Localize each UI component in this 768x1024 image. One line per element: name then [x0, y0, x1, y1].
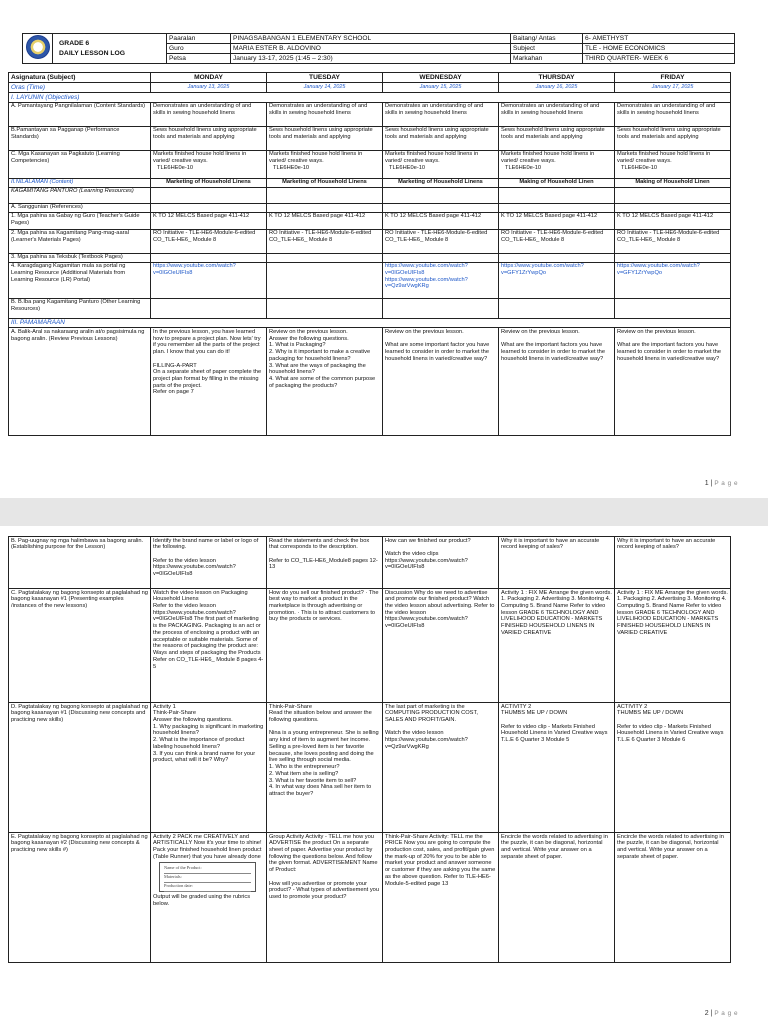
pack-activity-text: Activity 2 PACK me CREATIVELY and ARTISTICALLY Now it's your time to shine! Pack your finished household linen product (Table Runner) that you have already done	[153, 833, 262, 860]
learners-materials-cell: RO Initiative - TLE-HE6-Module-6-edited CO_TLE-HE6_ Module 8	[151, 229, 267, 253]
topic-wednesday: Marketing of Household Linens	[383, 178, 499, 187]
performance-standard-cell: Sews household linens using appropriate tools and materials and applying	[615, 126, 731, 150]
video-link[interactable]: https://www.youtube.com/watch?v=0lGOeUIFIs8	[151, 262, 267, 298]
topic-friday: Making of Household Linen	[615, 178, 731, 187]
competency-text: Markets finished house hold linens in varied/ creative ways.	[153, 151, 247, 165]
page-number-value: 1	[704, 480, 709, 487]
date-monday: January 13, 2025	[151, 83, 267, 93]
learners-materials-cell: RO Initiative - TLE-HE6-Module-6-edited CO_TLE-HE6_ Module 8	[499, 229, 615, 253]
subject-label: Asignatura (Subject)	[9, 73, 151, 83]
time-label: Oras (Time)	[9, 83, 151, 93]
teachers-guide-cell: K TO 12 MELCS Based page 411-412	[615, 212, 731, 229]
lesson-plan-table-continued	[8, 536, 731, 963]
review-cell-friday: Review on the previous lesson. What are the important factors you have learned to consider in order to market the household linens in varied/creative way?	[615, 328, 731, 436]
header-label: Baitang/ Antas	[511, 34, 583, 44]
header-label: Guro	[167, 44, 231, 54]
practice-cell-thursday: Encircle the words related to advertising in the puzzle, it can be diagonal, horizontal and vertical. Write your answer on a separate sheet of paper.	[499, 833, 615, 963]
performance-standard-cell: Sews household linens using appropriate tools and materials and applying	[267, 126, 383, 150]
page-number: 1 | P a g e	[704, 480, 738, 487]
performance-standard-cell: Sews household linens using appropriate tools and materials and applying	[383, 126, 499, 150]
topic-tuesday: Marketing of Household Linens	[267, 178, 383, 187]
discussion-cell-friday: ACTIVITY 2 THUMBS ME UP / DOWN Refer to video clip - Markets Finished Household Linens in Varied Creative ways T.L.E 6 Quarter 3 Module 6	[615, 703, 731, 833]
review-cell-tuesday: Review on the previous lesson. Answer the following questions. 1. What is Packaging? 2. Why is it important to make a creative packaging for household linens? 3. What are the ways of packaging the household linens? 4. What are some of the common purpose of packaging the products?	[267, 328, 383, 436]
header-label: Petsa	[167, 54, 231, 64]
row-label-learning-competencies: C. Mga Kasanayan sa Pagkatuto (Learning Competencies)	[9, 150, 151, 178]
practice-cell-friday: Encircle the words related to advertising in the puzzle, it can be diagonal, horizontal and vertical. Write your answer on a separate sheet of paper.	[615, 833, 731, 963]
performance-standard-cell: Sews household linens using appropriate tools and materials and applying	[499, 126, 615, 150]
header-label: Subject	[511, 44, 583, 54]
review-cell-monday: In the previous lesson, you have learned how to prepare a project plan. Now lets' try if you remember all the parts of the project plan. I know that you can do it! FILLING-A-PART On a separate sheet of paper complete the project plan format by filling in the missing parts of the project. Refer on page 7	[151, 328, 267, 436]
practice-cell-monday	[151, 833, 267, 963]
examples-cell-wednesday: Discussion Why do we need to advertise and promote our finished product? Watch the video lesson about advertising. Refer to the video lesson https://www.youtube.com/watch?v=0lGOeUIFIs8	[383, 589, 499, 703]
header-value: 6- AMETHYST	[583, 34, 735, 44]
date-tuesday: January 14, 2025	[267, 83, 383, 93]
grade-label: GRADE 6	[59, 40, 90, 48]
discussion-cell-monday: Activity 1 Think-Pair-Share Answer the following questions. 1. Why packaging is significant in marketing household linens? 2. What is the importance of product labeling household linens? 3. If you can think a brand name for your product, what will it be? Why?	[151, 703, 267, 833]
step-b-label: B. Pag-uugnay ng mga halimbawa sa bagong aralin.(Establishing purpose for the Lesson)	[9, 537, 151, 589]
page-word: P a g e	[714, 480, 738, 487]
section-pamamaraan: III. PAMAMARAAN	[9, 318, 731, 328]
section-nilalaman: II.NILALAMAN (Content)	[9, 178, 151, 187]
content-standard-cell: Demonstrates an understanding of and skills in sewing household linens	[499, 102, 615, 126]
header-value: THIRD QUARTER- WEEK 6	[583, 54, 735, 64]
step-c-label: C. Pagtatalakay ng bagong konsepto at paglalahad ng bagong kasanayan #1 (Presenting examples /instances of the new lessons)	[9, 589, 151, 703]
competency-cell	[615, 150, 731, 178]
teachers-guide-cell: K TO 12 MELCS Based page 411-412	[499, 212, 615, 229]
form-label: Name of the Product:	[164, 865, 251, 874]
practice-cell-tuesday: Group Activity Activity - TELL me how you ADVERTISE the product On a separate sheet of paper. Advertise your product by following the questions below. And follow the given format. ADVERTISEMENT Name of Product: How will you advertise or promote your product? - What types of advertisement you used to promote your product?	[267, 833, 383, 963]
section-layunin: I. LAYUNIN (Objectives)	[9, 93, 731, 103]
log-title: DAILY LESSON LOG	[59, 49, 126, 57]
page-gap	[0, 498, 768, 526]
content-standard-cell: Demonstrates an understanding of and skills in sewing household linens	[615, 102, 731, 126]
practice-cell-wednesday: Think-Pair-Share Activity: TELL me the PRICE Now you are going to compute the production cost, sales, and profit/gain given the mark-up of 20% for you to be able to market your product and answer someone or customer if they are asking you the same as the above question. Refer to TLE-HE6-Module-5-edited page 13	[383, 833, 499, 963]
competency-cell	[151, 150, 267, 178]
document-page-1	[0, 0, 768, 498]
discussion-cell-thursday: ACTIVITY 2 THUMBS ME UP / DOWN Refer to video clip - Markets Finished Household Linens in Varied Creative ways T.L.E 6 Quarter 3 Module 5	[499, 703, 615, 833]
date-thursday: January 16, 2025	[499, 83, 615, 93]
learners-materials-label: 2. Mga pahina sa Kagamitang Pang-mag-aaral (Learner's Materials Pages)	[9, 229, 151, 253]
competency-cell	[267, 150, 383, 178]
discussion-cell-tuesday: Think-Pair-Share Read the situation below and answer the following questions. Nina is a young entrepreneur. She is selling any kind of item to augment her income. Selling a pre-loved item is her favorite because, she loves posting and doing the live selling through social media. 1. Who is the entrepreneur? 2. What item she is selling? 3. What is her favorite item to sell? 4. In what way does Nina sell her item to attract the buyer?	[267, 703, 383, 833]
other-resources-label: B. B.Iba pang Kagamitang Panturo (Other Learning Resources)	[9, 298, 151, 318]
examples-cell-tuesday: How do you sell our finished product? · The best way to market a product in the marketplace is through advertising or promotion. · This is to attract customers to buy the products or services.	[267, 589, 383, 703]
learners-materials-cell: RO Initiative - TLE-HE6-Module-6-edited CO_TLE-HE6_ Module 8	[615, 229, 731, 253]
lesson-plan-table	[8, 72, 731, 436]
competency-code: TLE6HE0e-10	[389, 164, 426, 171]
day-monday: MONDAY	[151, 73, 267, 83]
school-seal-cell	[23, 34, 53, 64]
lr-portal-label: 4. Karagdagang Kagamitan mula sa portal ng Learning Resource (Additional Materials from Learning Resource (LR) Portal)	[9, 262, 151, 298]
content-standard-cell: Demonstrates an understanding of and skills in sewing household linens	[151, 102, 267, 126]
purpose-cell-monday: Identify the brand name or label or logo of the following. Refer to the video lesson https://www.youtube.com/watch?v=0lGOeUIFIs8	[151, 537, 267, 589]
day-tuesday: TUESDAY	[267, 73, 383, 83]
row-label-performance-standards: B.Pamantayan sa Pagganap (Performance Standards)	[9, 126, 151, 150]
teachers-guide-cell: K TO 12 MELCS Based page 411-412	[383, 212, 499, 229]
header-value: MARIA ESTER B. ALDOVINO	[231, 44, 511, 54]
header-value: January 13-17, 2025 (1:45 – 2:30)	[231, 54, 511, 64]
content-standard-cell: Demonstrates an understanding of and skills in sewing household linens	[267, 102, 383, 126]
competency-cell	[383, 150, 499, 178]
purpose-cell-friday: Why it is important to have an accurate record keeping of sales?	[615, 537, 731, 589]
grade-title-cell	[53, 34, 167, 64]
learners-materials-cell: RO Initiative - TLE-HE6-Module-6-edited CO_TLE-HE6_ Module 8	[267, 229, 383, 253]
examples-cell-monday: Watch the video lesson on Packaging Household Linens Refer to the video lesson https://www.youtube.com/watch?v=0lGOeUIFIs8 The first part of marketing is the PACKAGING. Packaging is an act or the process of enclosing a product with an acceptable or suitable materials. Some of the reasons of packaging the product are: Ways and steps of packaging the Products Refer on CO_TLE-HE6_ Module 8 pages 4-5	[151, 589, 267, 703]
textbook-pages-label: 3. Mga pahina sa Teksbuk (Textbook Pages)	[9, 253, 151, 262]
competency-text: Markets finished house hold linens in varied/ creative ways.	[617, 151, 711, 165]
header-label: Markahan	[511, 54, 583, 64]
references-label: A. Sanggunian (References)	[9, 203, 151, 212]
purpose-cell-thursday: Why it is important to have an accurate record keeping of sales?	[499, 537, 615, 589]
competency-text: Markets finished house hold linens in varied/ creative ways.	[385, 151, 479, 165]
page-number-value: 2	[704, 1010, 709, 1017]
step-d-label: D. Pagtatalakay ng bagong konsepto at paglalahad ng bagong kasanayan #1 (Discussing new concepts and practicing new skills)	[9, 703, 151, 833]
review-cell-wednesday: Review on the previous lesson. What are some important factor you have learned to consider in order to market the household linens in varied/creative way?	[383, 328, 499, 436]
day-wednesday: WEDNESDAY	[383, 73, 499, 83]
performance-standard-cell: Sews household linens using appropriate tools and materials and applying	[151, 126, 267, 150]
header-value: PINAGSABANGAN 1 ELEMENTARY SCHOOL	[231, 34, 511, 44]
page-word: P a g e	[714, 1010, 738, 1017]
header-label: Paaralan	[167, 34, 231, 44]
page-number: 2 | P a g e	[704, 1010, 738, 1017]
product-form-box	[159, 862, 256, 892]
examples-cell-friday: Activity 1 : FIX ME Arrange the given words. 1. Packaging 2. Advertising 3. Monitoring 4. Computing 5. Brand Name Refer to video lesson GRADE 6 TECHNOLOGY AND LIVELIHOOD EDUCATION - MARKETS FINISHED HOUSEHOLD LINENS IN VARIED CREATIVE	[615, 589, 731, 703]
topic-thursday: Making of Household Linen	[499, 178, 615, 187]
form-label: Production date:	[164, 883, 251, 892]
topic-monday: Marketing of Household Linens	[151, 178, 267, 187]
competency-code: TLE6HE0e-10	[505, 164, 542, 171]
video-link[interactable]: https://www.youtube.com/watch?v=0lGOeUIFIs8 https://www.youtube.com/watch?v=Qz9arVwgKRg	[383, 262, 499, 298]
teachers-guide-cell: K TO 12 MELCS Based page 411-412	[151, 212, 267, 229]
step-e-label: E. Pagtatalakay ng bagong konsepto at paglalahad ng bagong kasanayan #2 (Discussing new concepts & practicing new skills #)	[9, 833, 151, 963]
teachers-guide-cell: K TO 12 MELCS Based page 411-412	[267, 212, 383, 229]
purpose-cell-tuesday: Read the statements and check the box that corresponds to the description. Refer to CO_TLE-HE6_Module8 pages 12-13	[267, 537, 383, 589]
competency-code: TLE6HE0e-10	[621, 164, 658, 171]
learners-materials-cell: RO Initiative - TLE-HE6-Module-6-edited CO_TLE-HE6_ Module 8	[383, 229, 499, 253]
learning-resources-label: KAGAMITANG PANTURO (Learning Resources)	[9, 187, 151, 203]
video-link	[267, 262, 383, 298]
row-label-content-standards: A. Pamantayang Pangnilalaman (Content Standards)	[9, 102, 151, 126]
video-link[interactable]: https://www.youtube.com/watch?v=GFY1ZrYwpQo	[615, 262, 731, 298]
competency-text: Markets finished house hold linens in varied/ creative ways.	[501, 151, 595, 165]
date-wednesday: January 15, 2025	[383, 83, 499, 93]
competency-code: TLE6HE0e-10	[157, 164, 194, 171]
step-a-label: A. Balik-Aral sa nakaraang aralin at/o pagsisimula ng bagong aralin. (Review Previous Lessons)	[9, 328, 151, 436]
day-thursday: THURSDAY	[499, 73, 615, 83]
form-label: Materials:	[164, 874, 251, 883]
rubrics-note: Output will be graded using the rubrics below.	[153, 894, 251, 908]
review-cell-thursday: Review on the previous lesson. What are the important factors you have learned to consider in order to market the household linens in varied/creative way?	[499, 328, 615, 436]
day-friday: FRIDAY	[615, 73, 731, 83]
competency-cell	[499, 150, 615, 178]
discussion-cell-wednesday: The last part of marketing is the COMPUTING PRODUCTION COST, SALES AND PROFIT/GAIN. Watch the video lesson https://www.youtube.com/watch?v=Qz9arVwgKRg	[383, 703, 499, 833]
purpose-cell-wednesday: How can we finished our product? Watch the video clips https://www.youtube.com/watch?v=0lGOeUIFIs8	[383, 537, 499, 589]
header-value: TLE - HOME ECONOMICS	[583, 44, 735, 54]
examples-cell-thursday: Activity 1 : FIX ME Arrange the given words. 1. Packaging 2. Advertising 3. Monitoring 4. Computing 5. Brand Name Refer to video lesson GRADE 6 TECHNOLOGY AND LIVELIHOOD EDUCATION - MARKETS FINISHED HOUSEHOLD LINENS IN VARIED CREATIVE	[499, 589, 615, 703]
video-link[interactable]: https://www.youtube.com/watch?v=GFY1ZrYwpQo	[499, 262, 615, 298]
document-page-2	[0, 526, 768, 1024]
date-friday: January 17, 2025	[615, 83, 731, 93]
teachers-guide-label: 1. Mga pahina sa Gabay ng Guro (Teacher's Guide Pages)	[9, 212, 151, 229]
competency-text: Markets finished house hold linens in varied/ creative ways.	[269, 151, 363, 165]
content-standard-cell: Demonstrates an understanding of and skills in sewing household linens	[383, 102, 499, 126]
lesson-log-header	[22, 33, 735, 64]
competency-code: TLE6HE0e-10	[273, 164, 310, 171]
deped-seal-icon	[26, 35, 50, 59]
